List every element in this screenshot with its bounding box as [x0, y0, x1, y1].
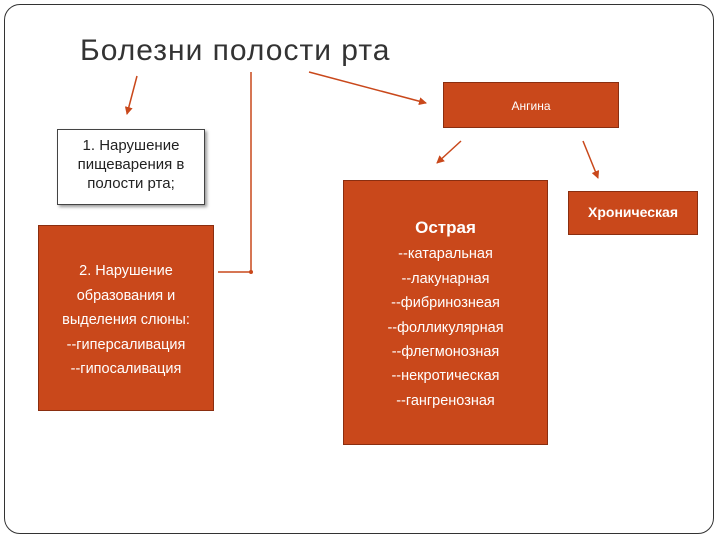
- page-title: Болезни полости рта: [80, 34, 391, 67]
- box-text-line: выделения слюны:: [62, 312, 190, 328]
- arrow-to-angina: [309, 72, 426, 103]
- acute-item: --флегмонозная: [391, 344, 500, 361]
- box-text-line: 1. Нарушение: [82, 137, 180, 154]
- angina-label: Ангина: [511, 99, 551, 113]
- connector-to-saliva: [218, 72, 251, 272]
- box-text-line: пищеварения в: [77, 156, 185, 173]
- acute-item: --гангренозная: [396, 392, 495, 409]
- box-text-line: полости рта;: [87, 175, 175, 192]
- acute-item: --лакунарная: [401, 270, 490, 287]
- box-text-line: --гиперсаливация: [66, 336, 186, 353]
- arrow-to-chronic: [583, 141, 598, 178]
- box-text-line: --гипосаливация: [70, 361, 182, 377]
- chronic-label: Хроническая: [588, 204, 678, 220]
- box-text-line: 2. Нарушение: [79, 263, 173, 279]
- arrow-to-digestion: [127, 76, 137, 114]
- acute-item: --фолликулярная: [387, 319, 504, 336]
- acute-item: --некротическая: [391, 368, 500, 385]
- arrow-to-acute: [437, 141, 461, 163]
- acute-item: --фибринознеая: [391, 295, 500, 312]
- acute-heading: Острая: [415, 218, 476, 237]
- acute-item: --катаральная: [398, 246, 493, 263]
- box-text-line: образования и: [76, 287, 176, 304]
- connector-end-dot: [249, 270, 253, 274]
